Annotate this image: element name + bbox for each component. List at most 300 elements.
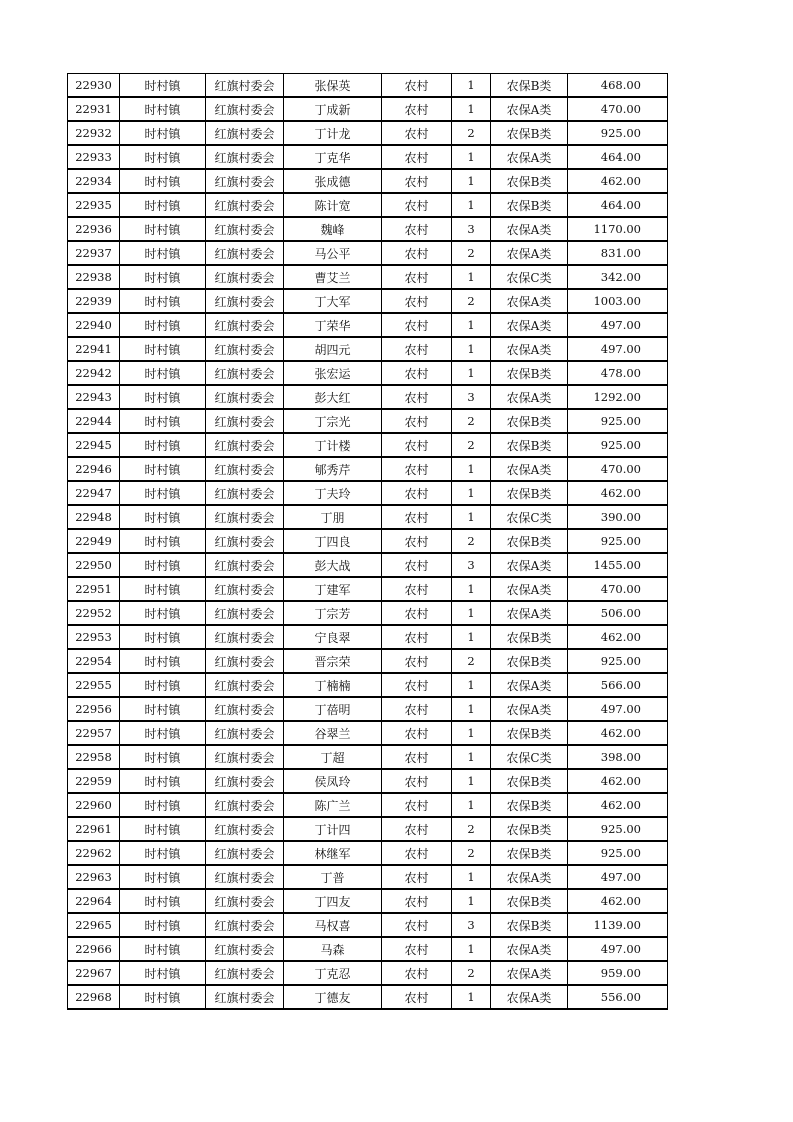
- town-cell: 时村镇: [120, 241, 206, 265]
- record-id-cell: 22938: [68, 265, 120, 289]
- town-cell: 时村镇: [120, 937, 206, 961]
- table-row: [68, 265, 668, 289]
- amount-cell: 925.00: [568, 433, 668, 457]
- member-count-cell: 2: [452, 241, 491, 265]
- village-cell: 红旗村委会: [206, 97, 284, 121]
- insurance-category-cell: 农保A类: [491, 961, 568, 985]
- town-cell: 时村镇: [120, 409, 206, 433]
- amount-cell: 462.00: [568, 793, 668, 817]
- amount-cell: 470.00: [568, 97, 668, 121]
- amount-cell: 1003.00: [568, 289, 668, 313]
- town-cell: 时村镇: [120, 577, 206, 601]
- amount-cell: 497.00: [568, 313, 668, 337]
- record-id-cell: 22941: [68, 337, 120, 361]
- area-type-cell: 农村: [382, 481, 452, 505]
- town-cell: 时村镇: [120, 145, 206, 169]
- table-row: [68, 769, 668, 793]
- amount-cell: 342.00: [568, 265, 668, 289]
- village-cell: 红旗村委会: [206, 793, 284, 817]
- table-row: [68, 217, 668, 241]
- member-count-cell: 1: [452, 481, 491, 505]
- amount-cell: 925.00: [568, 649, 668, 673]
- village-cell: 红旗村委会: [206, 697, 284, 721]
- village-cell: 红旗村委会: [206, 673, 284, 697]
- record-id-cell: 22954: [68, 649, 120, 673]
- insurance-category-cell: 农保B类: [491, 361, 568, 385]
- member-count-cell: 1: [452, 505, 491, 529]
- amount-cell: 464.00: [568, 193, 668, 217]
- village-cell: 红旗村委会: [206, 721, 284, 745]
- area-type-cell: 农村: [382, 769, 452, 793]
- table-row: [68, 97, 668, 121]
- amount-cell: 497.00: [568, 337, 668, 361]
- table-row: [68, 841, 668, 865]
- village-cell: 红旗村委会: [206, 265, 284, 289]
- record-id-cell: 22944: [68, 409, 120, 433]
- table-row: [68, 409, 668, 433]
- village-cell: 红旗村委会: [206, 817, 284, 841]
- town-cell: 时村镇: [120, 841, 206, 865]
- area-type-cell: 农村: [382, 313, 452, 337]
- amount-cell: 1455.00: [568, 553, 668, 577]
- town-cell: 时村镇: [120, 97, 206, 121]
- village-cell: 红旗村委会: [206, 385, 284, 409]
- insurance-category-cell: 农保A类: [491, 697, 568, 721]
- person-name-cell: 晋宗荣: [284, 649, 382, 673]
- amount-cell: 497.00: [568, 697, 668, 721]
- village-cell: 红旗村委会: [206, 625, 284, 649]
- insurance-category-cell: 农保B类: [491, 121, 568, 145]
- member-count-cell: 1: [452, 74, 491, 98]
- town-cell: 时村镇: [120, 553, 206, 577]
- record-id-cell: 22946: [68, 457, 120, 481]
- person-name-cell: 魏峰: [284, 217, 382, 241]
- town-cell: 时村镇: [120, 625, 206, 649]
- person-name-cell: 郇秀芹: [284, 457, 382, 481]
- record-id-cell: 22962: [68, 841, 120, 865]
- town-cell: 时村镇: [120, 529, 206, 553]
- person-name-cell: 张保英: [284, 74, 382, 98]
- amount-cell: 1170.00: [568, 217, 668, 241]
- village-cell: 红旗村委会: [206, 217, 284, 241]
- table-row: [68, 673, 668, 697]
- amount-cell: 1139.00: [568, 913, 668, 937]
- member-count-cell: 1: [452, 193, 491, 217]
- amount-cell: 506.00: [568, 601, 668, 625]
- record-id-cell: 22965: [68, 913, 120, 937]
- insurance-category-cell: 农保B类: [491, 529, 568, 553]
- amount-cell: 478.00: [568, 361, 668, 385]
- amount-cell: 497.00: [568, 937, 668, 961]
- person-name-cell: 丁计楼: [284, 433, 382, 457]
- record-id-cell: 22961: [68, 817, 120, 841]
- village-cell: 红旗村委会: [206, 289, 284, 313]
- person-name-cell: 丁克华: [284, 145, 382, 169]
- person-name-cell: 丁四良: [284, 529, 382, 553]
- record-id-cell: 22950: [68, 553, 120, 577]
- person-name-cell: 丁普: [284, 865, 382, 889]
- area-type-cell: 农村: [382, 121, 452, 145]
- amount-cell: 470.00: [568, 457, 668, 481]
- insurance-category-cell: 农保B类: [491, 625, 568, 649]
- record-id-cell: 22949: [68, 529, 120, 553]
- area-type-cell: 农村: [382, 457, 452, 481]
- record-id-cell: 22948: [68, 505, 120, 529]
- amount-cell: 566.00: [568, 673, 668, 697]
- town-cell: 时村镇: [120, 769, 206, 793]
- table-row: [68, 937, 668, 961]
- member-count-cell: 2: [452, 433, 491, 457]
- amount-cell: 1292.00: [568, 385, 668, 409]
- member-count-cell: 1: [452, 97, 491, 121]
- amount-cell: 398.00: [568, 745, 668, 769]
- person-name-cell: 宁良翠: [284, 625, 382, 649]
- record-id-cell: 22934: [68, 169, 120, 193]
- record-id-cell: 22933: [68, 145, 120, 169]
- member-count-cell: 1: [452, 937, 491, 961]
- person-name-cell: 谷翠兰: [284, 721, 382, 745]
- town-cell: 时村镇: [120, 865, 206, 889]
- amount-cell: 464.00: [568, 145, 668, 169]
- area-type-cell: 农村: [382, 577, 452, 601]
- member-count-cell: 3: [452, 553, 491, 577]
- record-id-cell: 22956: [68, 697, 120, 721]
- amount-cell: 462.00: [568, 769, 668, 793]
- person-name-cell: 丁建军: [284, 577, 382, 601]
- area-type-cell: 农村: [382, 529, 452, 553]
- table-row: [68, 577, 668, 601]
- person-name-cell: 陈计宽: [284, 193, 382, 217]
- insurance-category-cell: 农保C类: [491, 745, 568, 769]
- area-type-cell: 农村: [382, 625, 452, 649]
- area-type-cell: 农村: [382, 745, 452, 769]
- town-cell: 时村镇: [120, 74, 206, 98]
- amount-cell: 390.00: [568, 505, 668, 529]
- insurance-category-cell: 农保A类: [491, 337, 568, 361]
- insurance-category-cell: 农保A类: [491, 673, 568, 697]
- village-cell: 红旗村委会: [206, 937, 284, 961]
- person-name-cell: 丁成新: [284, 97, 382, 121]
- record-id-cell: 22968: [68, 985, 120, 1009]
- town-cell: 时村镇: [120, 433, 206, 457]
- town-cell: 时村镇: [120, 961, 206, 985]
- area-type-cell: 农村: [382, 361, 452, 385]
- area-type-cell: 农村: [382, 649, 452, 673]
- table-row: [68, 745, 668, 769]
- village-cell: 红旗村委会: [206, 985, 284, 1009]
- record-id-cell: 22939: [68, 289, 120, 313]
- insurance-category-cell: 农保B类: [491, 409, 568, 433]
- person-name-cell: 丁楠楠: [284, 673, 382, 697]
- table-row: [68, 121, 668, 145]
- table-row: [68, 481, 668, 505]
- table-row: [68, 793, 668, 817]
- table-body: [68, 74, 668, 1010]
- table-row: [68, 385, 668, 409]
- area-type-cell: 农村: [382, 97, 452, 121]
- table-row: [68, 865, 668, 889]
- table-row: [68, 505, 668, 529]
- village-cell: 红旗村委会: [206, 313, 284, 337]
- amount-cell: 462.00: [568, 169, 668, 193]
- amount-cell: 468.00: [568, 74, 668, 98]
- table-row: [68, 889, 668, 913]
- town-cell: 时村镇: [120, 193, 206, 217]
- person-name-cell: 丁夫玲: [284, 481, 382, 505]
- town-cell: 时村镇: [120, 385, 206, 409]
- member-count-cell: 1: [452, 145, 491, 169]
- table-row: [68, 457, 668, 481]
- insurance-category-cell: 农保A类: [491, 97, 568, 121]
- member-count-cell: 1: [452, 673, 491, 697]
- amount-cell: 925.00: [568, 817, 668, 841]
- village-cell: 红旗村委会: [206, 457, 284, 481]
- table-row: [68, 553, 668, 577]
- record-id-cell: 22935: [68, 193, 120, 217]
- member-count-cell: 1: [452, 769, 491, 793]
- person-name-cell: 丁计四: [284, 817, 382, 841]
- area-type-cell: 农村: [382, 985, 452, 1009]
- area-type-cell: 农村: [382, 74, 452, 98]
- town-cell: 时村镇: [120, 121, 206, 145]
- record-id-cell: 22940: [68, 313, 120, 337]
- amount-cell: 462.00: [568, 889, 668, 913]
- table-row: [68, 961, 668, 985]
- area-type-cell: 农村: [382, 841, 452, 865]
- area-type-cell: 农村: [382, 937, 452, 961]
- insurance-category-cell: 农保B类: [491, 841, 568, 865]
- amount-cell: 925.00: [568, 409, 668, 433]
- person-name-cell: 侯凤玲: [284, 769, 382, 793]
- insurance-category-cell: 农保B类: [491, 193, 568, 217]
- insurance-category-cell: 农保A类: [491, 385, 568, 409]
- insurance-category-cell: 农保B类: [491, 889, 568, 913]
- person-name-cell: 丁大军: [284, 289, 382, 313]
- person-name-cell: 马森: [284, 937, 382, 961]
- record-id-cell: 22936: [68, 217, 120, 241]
- amount-cell: 831.00: [568, 241, 668, 265]
- person-name-cell: 陈广兰: [284, 793, 382, 817]
- record-id-cell: 22947: [68, 481, 120, 505]
- area-type-cell: 农村: [382, 169, 452, 193]
- member-count-cell: 3: [452, 913, 491, 937]
- town-cell: 时村镇: [120, 457, 206, 481]
- area-type-cell: 农村: [382, 385, 452, 409]
- person-name-cell: 丁超: [284, 745, 382, 769]
- area-type-cell: 农村: [382, 865, 452, 889]
- town-cell: 时村镇: [120, 601, 206, 625]
- person-name-cell: 丁四友: [284, 889, 382, 913]
- insurance-category-cell: 农保B类: [491, 769, 568, 793]
- town-cell: 时村镇: [120, 985, 206, 1009]
- record-id-cell: 22937: [68, 241, 120, 265]
- member-count-cell: 1: [452, 265, 491, 289]
- village-cell: 红旗村委会: [206, 74, 284, 98]
- person-name-cell: 丁计龙: [284, 121, 382, 145]
- village-cell: 红旗村委会: [206, 889, 284, 913]
- member-count-cell: 1: [452, 985, 491, 1009]
- area-type-cell: 农村: [382, 145, 452, 169]
- village-cell: 红旗村委会: [206, 121, 284, 145]
- table-row: [68, 817, 668, 841]
- table-row: [68, 193, 668, 217]
- town-cell: 时村镇: [120, 481, 206, 505]
- person-name-cell: 丁朋: [284, 505, 382, 529]
- member-count-cell: 2: [452, 841, 491, 865]
- village-cell: 红旗村委会: [206, 577, 284, 601]
- record-id-cell: 22967: [68, 961, 120, 985]
- village-cell: 红旗村委会: [206, 841, 284, 865]
- village-cell: 红旗村委会: [206, 601, 284, 625]
- village-cell: 红旗村委会: [206, 433, 284, 457]
- table-row: [68, 529, 668, 553]
- insurance-category-cell: 农保B类: [491, 481, 568, 505]
- record-id-cell: 22931: [68, 97, 120, 121]
- person-name-cell: 林继军: [284, 841, 382, 865]
- record-id-cell: 22932: [68, 121, 120, 145]
- area-type-cell: 农村: [382, 433, 452, 457]
- village-cell: 红旗村委会: [206, 145, 284, 169]
- amount-cell: 462.00: [568, 721, 668, 745]
- insurance-category-cell: 农保A类: [491, 985, 568, 1009]
- insurance-category-cell: 农保A类: [491, 145, 568, 169]
- table-row: [68, 625, 668, 649]
- table-row: [68, 241, 668, 265]
- member-count-cell: 1: [452, 889, 491, 913]
- town-cell: 时村镇: [120, 505, 206, 529]
- member-count-cell: 2: [452, 529, 491, 553]
- table-row: [68, 361, 668, 385]
- member-count-cell: 2: [452, 121, 491, 145]
- member-count-cell: 2: [452, 649, 491, 673]
- table-row: [68, 289, 668, 313]
- person-name-cell: 彭大红: [284, 385, 382, 409]
- town-cell: 时村镇: [120, 313, 206, 337]
- insurance-category-cell: 农保A类: [491, 313, 568, 337]
- town-cell: 时村镇: [120, 889, 206, 913]
- record-id-cell: 22955: [68, 673, 120, 697]
- village-cell: 红旗村委会: [206, 505, 284, 529]
- member-count-cell: 1: [452, 793, 491, 817]
- member-count-cell: 1: [452, 697, 491, 721]
- person-name-cell: 胡四元: [284, 337, 382, 361]
- record-id-cell: 22953: [68, 625, 120, 649]
- person-name-cell: 曹艾兰: [284, 265, 382, 289]
- table-row: [68, 601, 668, 625]
- village-cell: 红旗村委会: [206, 481, 284, 505]
- town-cell: 时村镇: [120, 169, 206, 193]
- member-count-cell: 1: [452, 865, 491, 889]
- table-row: [68, 313, 668, 337]
- area-type-cell: 农村: [382, 601, 452, 625]
- amount-cell: 470.00: [568, 577, 668, 601]
- insurance-category-cell: 农保B类: [491, 433, 568, 457]
- area-type-cell: 农村: [382, 793, 452, 817]
- record-id-cell: 22945: [68, 433, 120, 457]
- person-name-cell: 张成德: [284, 169, 382, 193]
- amount-cell: 462.00: [568, 625, 668, 649]
- town-cell: 时村镇: [120, 289, 206, 313]
- record-id-cell: 22964: [68, 889, 120, 913]
- area-type-cell: 农村: [382, 289, 452, 313]
- table-row: [68, 145, 668, 169]
- record-id-cell: 22952: [68, 601, 120, 625]
- village-cell: 红旗村委会: [206, 649, 284, 673]
- town-cell: 时村镇: [120, 745, 206, 769]
- town-cell: 时村镇: [120, 697, 206, 721]
- area-type-cell: 农村: [382, 889, 452, 913]
- village-cell: 红旗村委会: [206, 961, 284, 985]
- village-cell: 红旗村委会: [206, 745, 284, 769]
- table-row: [68, 721, 668, 745]
- town-cell: 时村镇: [120, 217, 206, 241]
- area-type-cell: 农村: [382, 721, 452, 745]
- record-id-cell: 22951: [68, 577, 120, 601]
- insurance-category-cell: 农保C类: [491, 505, 568, 529]
- insurance-category-cell: 农保A类: [491, 601, 568, 625]
- member-count-cell: 2: [452, 961, 491, 985]
- insurance-category-cell: 农保B类: [491, 793, 568, 817]
- area-type-cell: 农村: [382, 337, 452, 361]
- member-count-cell: 1: [452, 601, 491, 625]
- member-count-cell: 1: [452, 625, 491, 649]
- amount-cell: 497.00: [568, 865, 668, 889]
- person-name-cell: 丁蓓明: [284, 697, 382, 721]
- area-type-cell: 农村: [382, 409, 452, 433]
- insurance-category-cell: 农保A类: [491, 577, 568, 601]
- person-name-cell: 丁德友: [284, 985, 382, 1009]
- person-name-cell: 丁宗光: [284, 409, 382, 433]
- person-name-cell: 丁克忍: [284, 961, 382, 985]
- area-type-cell: 农村: [382, 913, 452, 937]
- village-cell: 红旗村委会: [206, 553, 284, 577]
- member-count-cell: 1: [452, 457, 491, 481]
- record-id-cell: 22957: [68, 721, 120, 745]
- member-count-cell: 1: [452, 169, 491, 193]
- insurance-category-cell: 农保A类: [491, 241, 568, 265]
- member-count-cell: 3: [452, 217, 491, 241]
- amount-cell: 556.00: [568, 985, 668, 1009]
- member-count-cell: 1: [452, 361, 491, 385]
- table-row: [68, 74, 668, 98]
- insurance-category-cell: 农保A类: [491, 457, 568, 481]
- town-cell: 时村镇: [120, 337, 206, 361]
- insurance-category-cell: 农保B类: [491, 169, 568, 193]
- table-row: [68, 169, 668, 193]
- insurance-category-cell: 农保A类: [491, 289, 568, 313]
- insurance-category-cell: 农保B类: [491, 649, 568, 673]
- village-cell: 红旗村委会: [206, 865, 284, 889]
- area-type-cell: 农村: [382, 265, 452, 289]
- table-row: [68, 433, 668, 457]
- table-row: [68, 649, 668, 673]
- person-name-cell: 马权喜: [284, 913, 382, 937]
- town-cell: 时村镇: [120, 817, 206, 841]
- table-row: [68, 697, 668, 721]
- village-cell: 红旗村委会: [206, 409, 284, 433]
- town-cell: 时村镇: [120, 673, 206, 697]
- member-count-cell: 1: [452, 313, 491, 337]
- record-id-cell: 22966: [68, 937, 120, 961]
- town-cell: 时村镇: [120, 265, 206, 289]
- person-name-cell: 丁荣华: [284, 313, 382, 337]
- amount-cell: 925.00: [568, 841, 668, 865]
- member-count-cell: 2: [452, 817, 491, 841]
- village-cell: 红旗村委会: [206, 361, 284, 385]
- person-name-cell: 彭大战: [284, 553, 382, 577]
- member-count-cell: 2: [452, 289, 491, 313]
- area-type-cell: 农村: [382, 553, 452, 577]
